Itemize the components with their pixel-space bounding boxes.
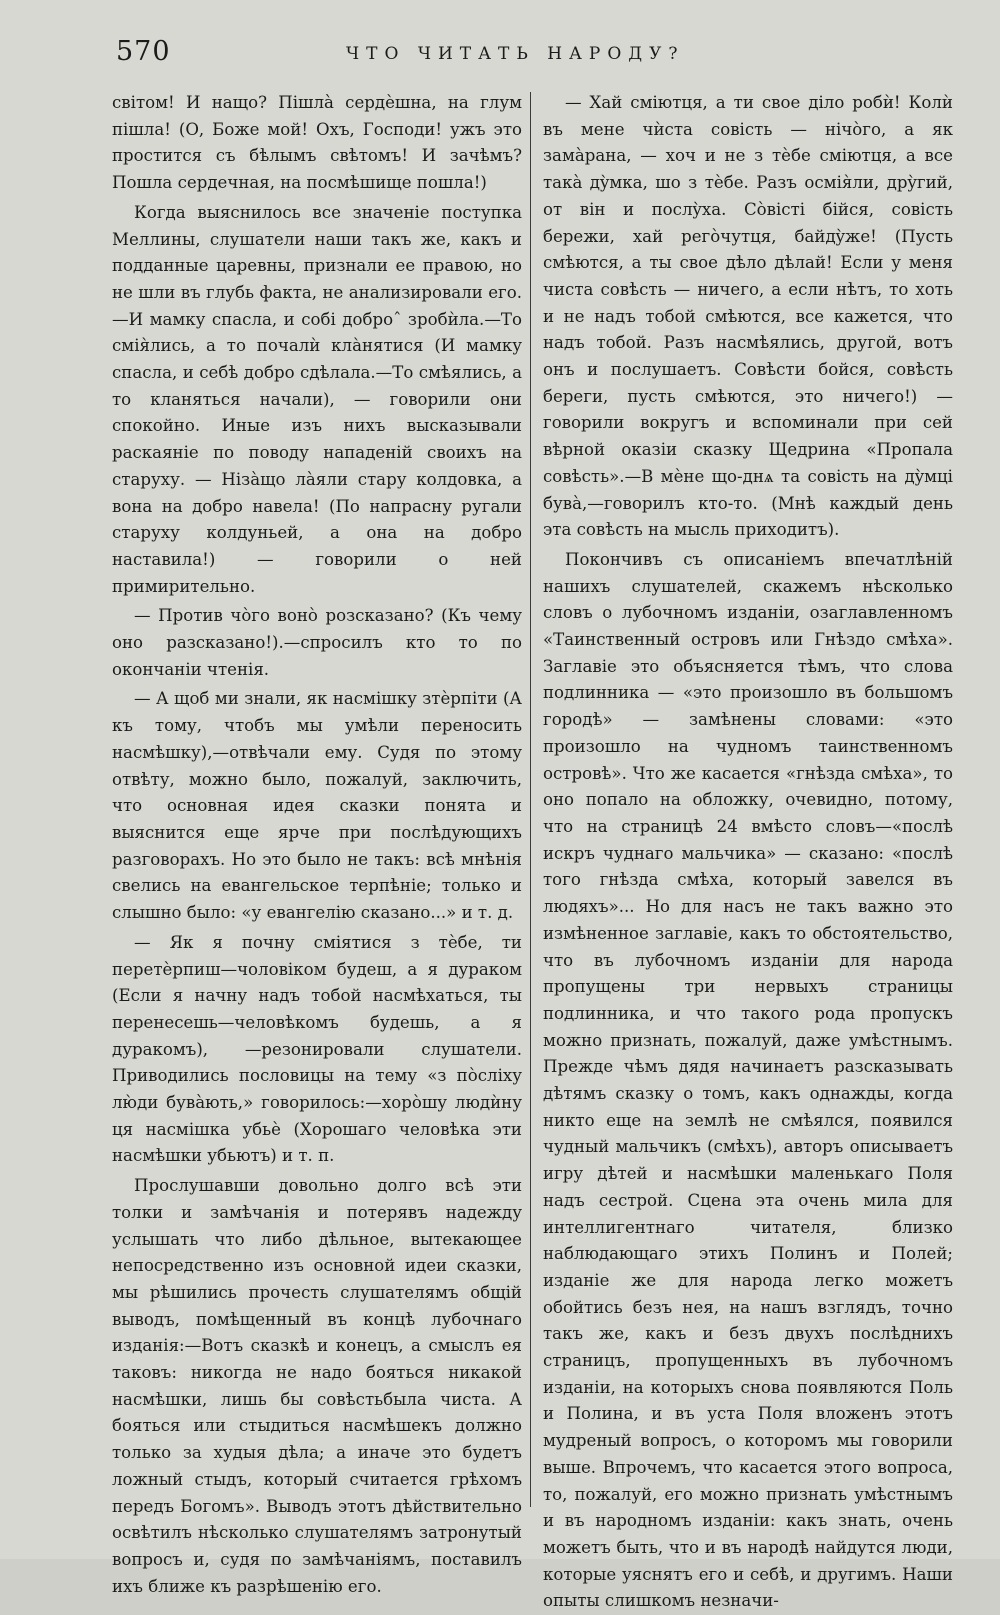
paragraph: Прослушавши довольно долго всѣ эти толки и замѣчанiя и потерявъ надежду услышать что либо дѣльное, вытекающее непосредственно изъ основной идеи сказки, мы рѣшились прочесть слушателямъ общій выводъ, помѣщенный въ концѣ лубочнаго изданія:—Вотъ сказкѣ и конецъ, а смыслъ ея таковъ: никогда не надо бояться никакой насмѣшки, лишь бы совѣстьбыла чиста. А бояться или стыдиться насмѣшекъ должно только за худыя дѣла; а иначе это будетъ ложный стыдъ, который считается грѣхомъ передъ Богомъ». Выводъ этотъ дѣйствительно освѣтилъ нѣсколько слушателямъ затронутый вопросъ и, судя по замѣчаніямъ, поставилъ ихъ ближе къ разрѣшенію его. [112, 1176, 522, 1596]
paragraph: Когда выяснилось все значенiе поступка Меллины, слушатели наши такъ же, какъ и подданные царевны, признали ее правою, но не шли въ глубь факта, не анализировали его.—И мамку спасла, и собі доброˆ зробѝла.—То смія̀лись, а то почалѝ кла̀нятися (И мамку спасла, и себѣ добро сдѣлала.—То смѣялись, а то кланяться начали), — говорили они спокойно. Иные изъ нихъ высказывали раскаянiе по поводу нападенiй своихъ на старуху. — Нізàщо лàяли стару колдовка, а вона на добро навела! (По напрасну ругали старуху колдуньей, а она на добро наставила!) — говорили о ней примирительно. [112, 202, 522, 596]
paragraph: — Як я почну сміятися з тèбе, ти перетèрпиш—чоловіком будеш, а я дураком (Если я начну надъ тобой насмѣхаться, ты перенесешь—человѣкомъ будешь, а я дуракомъ), —резонировали слушатели. Приводились пословицы на тему «з пòсліху лю̀ди бувàють,» говорилось:—хорòшу людѝну ця насмішка убьè (Хорошаго человѣка эти насмѣшки убьютъ) и т. п. [112, 932, 522, 1166]
page-number: 570 [116, 36, 171, 67]
paragraph: — Против чòго вонò розсказано? (Къ чему оно разсказано!).—спросилъ кто то по окончанiи чтенiя. [112, 606, 522, 679]
paragraph: — Хай сміютця, а ти свое діло робѝ! Колѝ въ мене чѝста совість — нічòго, а як замàрана, — хоч и не з тèбе сміютця, а все такà дỳмка, шо з тèбе. Разъ осмія̀ли, дрỳгий, от він и послỳха. Сòвісті бійся, совість бережи, хай регòчутця, байдỳже! (Пусть смѣются, а ты свое дѣло дѣлай! Если у меня чиста совѣсть — ничего, а если нѣтъ, то хоть и не надъ тобой смѣются, все кажется, что надъ тобой. Разъ насмѣялись, другой, вотъ онъ и послушаетъ. Совѣсти бойся, совѣсть береги, пусть смѣются, это ничего!) — говорили вокругъ и вспоминали при сей вѣрной оказіи сказку Щедрина «Пропала совѣсть».—В мèне що-днѧ та совість на дỳмці бувà,—говорилъ кто-то. (Мнѣ каждый день эта совѣсть на мысль приходитъ). [543, 93, 953, 540]
left-column [112, 90, 522, 1600]
paragraph: — А щоб ми знали, як насмішку зтèрпіти (А къ тому, чтобъ мы умѣли переносить насмѣшку),—отвѣчали ему. Судя по этому отвѣту, можно было, пожалуй, заключить, что основная идея сказки понята и выяснится еще ярче при послѣдующихъ разговорахъ. Но это было не такъ: всѣ мнѣнiя свелись на евангельское терпѣнiе; только и слышно было: «у евангелію сказано...» и т. д. [112, 689, 522, 923]
running-title: ЧТО ЧИТАТЬ НАРОДУ? [346, 44, 685, 64]
paragraph: світом! И нащо? Пішлà сердèшна, на глум пішла! (О, Боже мой! Охъ, Господи! ужъ это простится съ бѣлымъ свѣтомъ! И зачѣмъ? Пошла сердечная, на посмѣшище пошла!) [112, 93, 522, 193]
page-header [116, 36, 956, 76]
paragraph: Покончивъ съ описаніемъ впечатлѣній нашихъ слушателей, скажемъ нѣсколько словъ о лубочномъ изданіи, озаглавленномъ «Таинственный островъ или Гнѣздо смѣха». Заглавіе это объясняется тѣмъ, что слова подлинника — «это произошло въ большомъ городѣ» — замѣнены словами: «это произошло на чудномъ таинственномъ островѣ». Что же касается «гнѣзда смѣха», то оно попало на обложку, очевидно, потому, что на страницѣ 24 вмѣсто словъ—«послѣ искръ чуднаго мальчика» — сказано: «послѣ того гнѣзда смѣха, который завелся въ людяхъ»... Но для насъ не такъ важно это измѣненное заглавіе, какъ то обстоятельство, что въ лубочномъ изданіи для народа пропущены три нервыхъ страницы подлинника, и что такого рода пропускъ можно признать, пожалуй, даже умѣстнымъ. Прежде чѣмъ дядя начинаетъ разсказывать дѣтямъ сказку о томъ, какъ однажды, когда никто еще на землѣ не смѣялся, появился чудный мальчикъ (смѣхъ), авторъ описываетъ игру дѣтей и насмѣшки маленькаго Поля надъ сестрой. Сцена эта очень мила для интеллигентнаго читателя, близко наблюдающаго этихъ Полинъ и Полей; изданіе же для народа легко можетъ обойтись безъ нея, на нашъ взглядъ, точно такъ же, какъ и безъ двухъ послѣднихъ страницъ, пропущенныхъ въ лубочномъ изданіи, на которыхъ снова появляются Поль и Полина, и въ уста Поля вложенъ этотъ мудреный вопросъ, о которомъ мы говорили выше. Впрочемъ, что касается этого вопроса, то, пожалуй, его можно признать умѣстнымъ и въ народномъ изданіи: какъ знать, очень можетъ быть, что и въ народѣ найдутся люди, которые уяснятъ его и себѣ, и другимъ. Наши опыты слишкомъ незначи- [543, 549, 953, 1611]
column-divider [530, 92, 531, 1507]
right-column [543, 90, 953, 1615]
